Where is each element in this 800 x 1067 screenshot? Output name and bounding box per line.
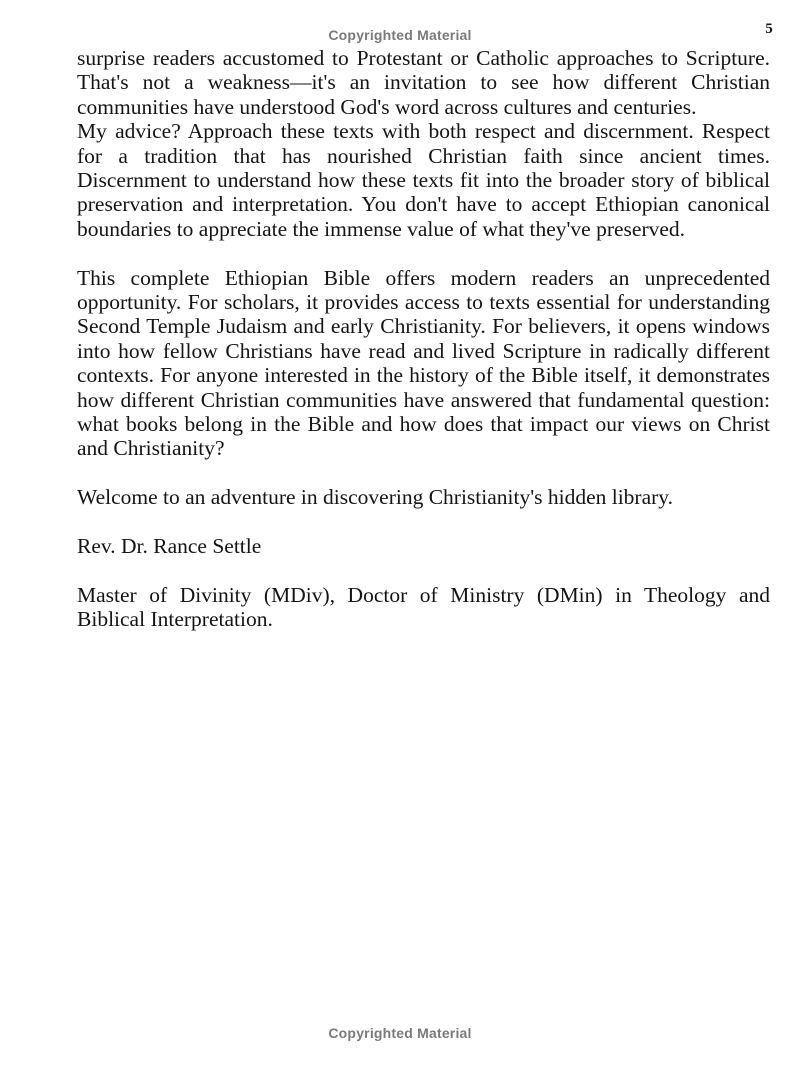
paragraph-advice: My advice? Approach these texts with both respect and discernment. Respect for a tradition that has nourished Christian faith since ancient times. Discernment to understand how these texts fit into the broader story of biblical preservation and interpretation. You don't have to accept Ethiopian canonical boundaries to appreciate the immense value of what they've preserved. xyxy=(77,119,770,241)
paragraph-welcome: Welcome to an adventure in discovering Christianity's hidden library. xyxy=(77,485,674,510)
author-name: Rev. Dr. Rance Settle xyxy=(77,534,262,559)
copyright-watermark-top: Copyrighted Material xyxy=(328,27,472,43)
paragraph-opportunity: This complete Ethiopian Bible offers modern readers an unprecedented opportunity. For scholars, it provides access to texts essential for understanding Second Temple Judaism and early Christianity. For believers, it opens windows into how fellow Christians have read and lived Scripture in radically different contexts. For anyone interested in the history of the Bible itself, it demonstrates how different Christian communities have answered that fundamental question: what books belong in the Bible and how does that impact our views on Christ and Christianity? xyxy=(77,265,770,461)
copyright-watermark-bottom: Copyrighted Material xyxy=(328,1025,472,1041)
paragraph-continuation: surprise readers accustomed to Protestant or Catholic approaches to Scripture. That's not a weakness—it's an invitation to see how different Christian communities have understood God's word across cultures and centuries. xyxy=(77,46,770,119)
author-credentials: Master of Divinity (MDiv), Doctor of Ministry (DMin) in Theology and Biblical Interpretation. xyxy=(77,582,770,632)
page-number: 5 xyxy=(765,21,773,37)
page-body xyxy=(77,46,770,632)
